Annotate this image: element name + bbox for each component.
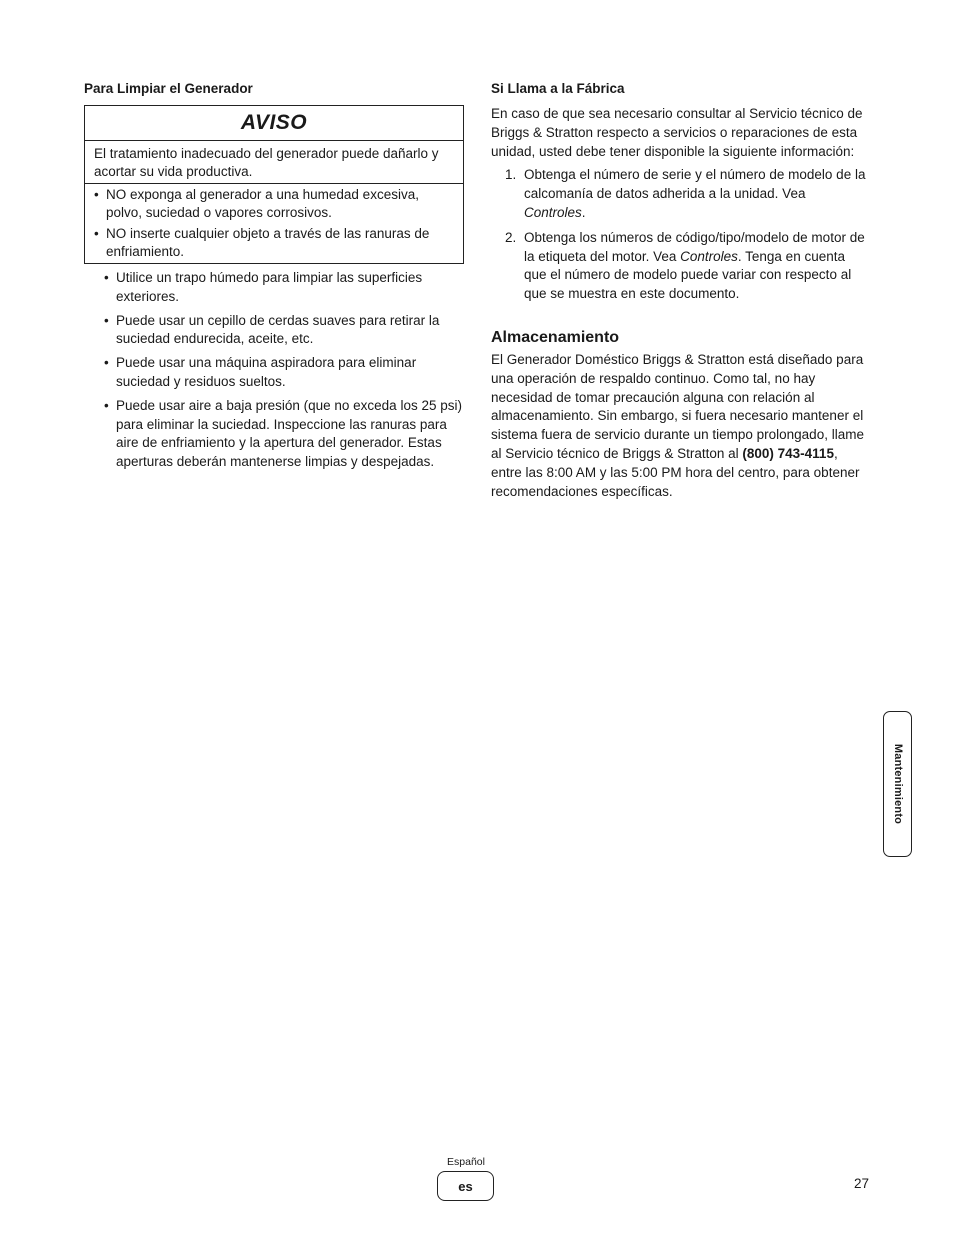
factory-heading: Si Llama a la Fábrica (491, 81, 625, 96)
cleaning-item: • Puede usar aire a baja presión (que no exceda los 25 psi) para eliminar la suciedad. Inspeccione las ranuras para aire de enfriamiento y la apertura del generador. Estas aperturas deberán mantenerse limpias y despejadas. (104, 397, 464, 472)
cleaning-item: • Puede usar una máquina aspiradora para eliminar suciedad y residuos sueltos. (104, 354, 464, 392)
cleaning-heading: Para Limpiar el Generador (84, 81, 253, 96)
phone-number: (800) 743-4115 (742, 445, 834, 461)
left-column (84, 80, 464, 477)
storage-heading: Almacenamiento (491, 328, 620, 346)
factory-step (505, 229, 869, 304)
step-number: 1. (505, 167, 517, 183)
step-text: Obtenga el número de serie y el número de modelo de la calcomanía de datos adherida a la unidad. Vea (524, 167, 866, 202)
step-text-end: . (581, 204, 586, 220)
side-tab-label: Mantenimiento (891, 743, 904, 825)
step-text: Obtenga los números de código/tipo/modelo de motor de la etiqueta del motor. Vea (524, 229, 865, 264)
factory-steps (491, 166, 869, 304)
cleaning-item: • Utilice un trapo húmedo para limpiar las superficies exteriores. (104, 269, 464, 307)
notice-box (84, 105, 464, 264)
step-reference: Controles (524, 204, 582, 220)
storage-text (491, 351, 869, 501)
step-reference: Controles (680, 248, 738, 264)
language-label: Español (447, 1156, 485, 1168)
notice-intro: El tratamiento inadecuado del generador puede dañarlo y acortar su vida productiva. (85, 141, 463, 184)
notice-title: AVISO (85, 106, 463, 141)
notice-item: • NO inserte cualquier objeto a través de las ranuras de enfriamiento. (94, 225, 454, 260)
cleaning-list (84, 269, 464, 472)
storage-text-start: El Generador Doméstico Briggs & Stratton está diseñado para una operación de respaldo continuo. Como tal, no hay necesidad de tomar precaución alguna con relación al almacenamiento. Sin embargo, si fuera necesario mantener el sistema fuera de servicio durante un tiempo prolongado, llame al Servicio técnico de Briggs & Stratton al (491, 351, 864, 461)
factory-intro: En caso de que sea necesario consultar al Servicio técnico de Briggs & Stratton respecto a servicios o reparaciones de esta unidad, usted debe tener disponible la siguiente información: (491, 106, 863, 159)
storage-text-end: , entre las 8:00 AM y las 5:00 PM hora del centro, para obtener recomendaciones específicas. (491, 445, 860, 499)
step-number: 2. (505, 229, 517, 245)
page-number: 27 (854, 1176, 870, 1191)
section-side-tab (883, 711, 912, 857)
language-tab: es (437, 1171, 494, 1201)
notice-list (85, 184, 463, 263)
notice-item: • NO exponga al generador a una humedad excesiva, polvo, suciedad o vapores corrosivos. (94, 186, 454, 221)
cleaning-item: • Puede usar un cepillo de cerdas suaves para retirar la suciedad endurecida, aceite, etc. (104, 312, 464, 350)
step-text-end: . Tenga en cuenta que el número de modelo puede variar con respecto al que se muestra en este documento. (524, 248, 852, 302)
factory-step (505, 166, 869, 222)
right-column (491, 80, 869, 501)
